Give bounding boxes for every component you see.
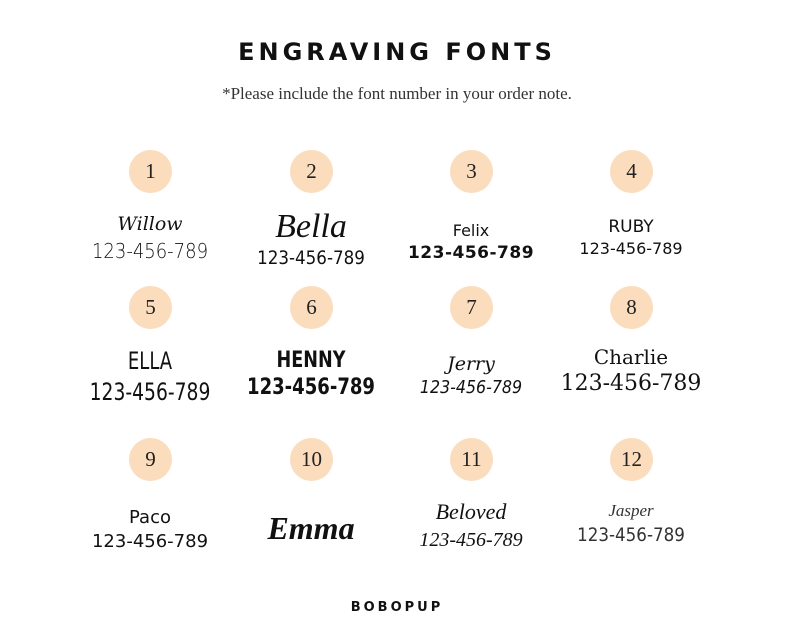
page-subtitle: *Please include the font number in your order note. <box>222 84 572 103</box>
font-option-12 <box>546 438 716 573</box>
font-option-1 <box>65 150 235 285</box>
font-option-2 <box>226 150 396 285</box>
font-sample-name: Beloved <box>435 499 507 524</box>
font-option-11 <box>386 438 556 573</box>
font-sample-number: 123-456-789 <box>579 239 683 258</box>
font-sample-number: 123-456-789 <box>419 529 523 551</box>
font-number-badge: 6 <box>290 286 333 329</box>
font-number-badge: 5 <box>129 286 172 329</box>
font-sample-number: 123-456-789 <box>247 375 375 400</box>
font-sample-name: Emma <box>267 510 355 546</box>
font-sample-name: Charlie <box>593 345 669 369</box>
font-number-badge: 11 <box>450 438 493 481</box>
font-sample-name: Paco <box>129 507 171 528</box>
font-option-5 <box>65 286 235 421</box>
font-sample-number: 123-456-789 <box>419 377 523 398</box>
font-number-badge: 3 <box>450 150 493 193</box>
font-option-4 <box>546 150 716 285</box>
font-sample-number: 123-456-789 <box>89 378 211 406</box>
font-sample-name: Jerry <box>447 353 495 375</box>
font-option-10 <box>226 438 396 573</box>
font-sample-name: Felix <box>452 221 490 240</box>
font-option-9 <box>65 438 235 573</box>
font-sample-name: Willow <box>117 213 183 235</box>
font-number-badge: 4 <box>610 150 653 193</box>
font-sample-name: ELLA <box>127 347 173 375</box>
font-number-badge: 7 <box>450 286 493 329</box>
font-sample-name: Jasper <box>608 501 654 520</box>
font-sample-number: 123-456-789 <box>91 239 209 263</box>
font-sample-number: 123-456-789 <box>91 531 209 552</box>
font-sample-number: 123-456-789 <box>257 247 365 269</box>
font-sample-number: 123-456-789 <box>560 371 702 396</box>
font-option-8 <box>546 286 716 421</box>
font-sample-name: RUBY <box>608 217 654 237</box>
font-number-badge: 10 <box>290 438 333 481</box>
font-number-badge: 1 <box>129 150 172 193</box>
font-sample-number: 123-456-789 <box>407 243 535 263</box>
font-number-badge: 8 <box>610 286 653 329</box>
brand-logo-text: BOBOPUP <box>350 600 444 615</box>
font-option-7 <box>386 286 556 421</box>
font-option-6 <box>226 286 396 421</box>
font-number-badge: 9 <box>129 438 172 481</box>
font-option-3 <box>386 150 556 285</box>
font-sample-name: HENNY <box>276 348 346 373</box>
font-number-badge: 12 <box>610 438 653 481</box>
font-sample-number: 123-456-789 <box>577 524 685 546</box>
font-number-badge: 2 <box>290 150 333 193</box>
font-sample-name: Bella <box>275 208 347 245</box>
page-title: ENGRAVING FONTS <box>238 38 556 66</box>
